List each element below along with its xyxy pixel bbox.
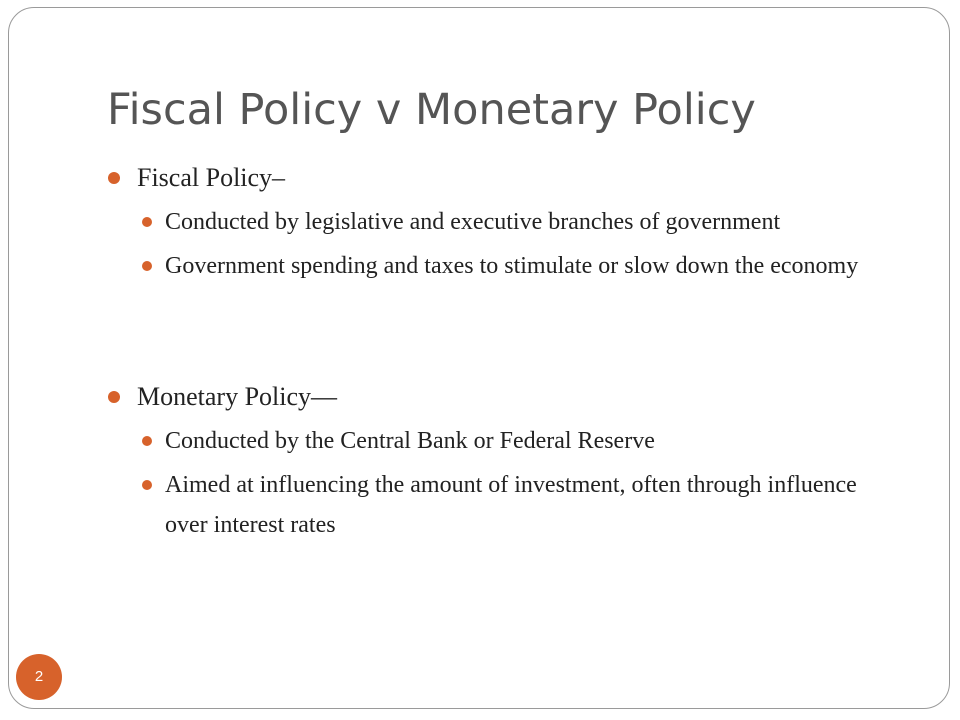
bullet-text: Conducted by the Central Bank or Federal Reserve	[165, 428, 655, 454]
bullet-heading-fiscal: Fiscal Policy–	[137, 163, 286, 192]
bullet-text: Conducted by legislative and executive branches of government	[165, 209, 781, 235]
bullet-monetary-policy	[108, 381, 908, 413]
bullet-dot-icon	[108, 391, 120, 403]
bullet-monetary-point-2	[142, 465, 892, 545]
bullet-dot-icon	[108, 172, 120, 184]
bullet-dot-icon	[142, 480, 152, 490]
bullet-dot-icon	[142, 217, 152, 227]
bullet-monetary-point-1	[142, 421, 892, 461]
bullet-dot-icon	[142, 436, 152, 446]
bullet-text: Government spending and taxes to stimulate or slow down the economy	[165, 253, 859, 279]
bullet-text: Aimed at influencing the amount of investment, often through influence over interest rates	[165, 472, 857, 538]
slide-title: Fiscal Policy v Monetary Policy	[107, 85, 756, 135]
page-number-badge: 2	[16, 654, 62, 700]
bullet-fiscal-policy	[108, 162, 908, 194]
bullet-fiscal-point-2	[142, 246, 892, 286]
bullet-dot-icon	[142, 261, 152, 271]
bullet-fiscal-point-1	[142, 202, 892, 242]
bullet-heading-monetary: Monetary Policy—	[137, 382, 338, 411]
